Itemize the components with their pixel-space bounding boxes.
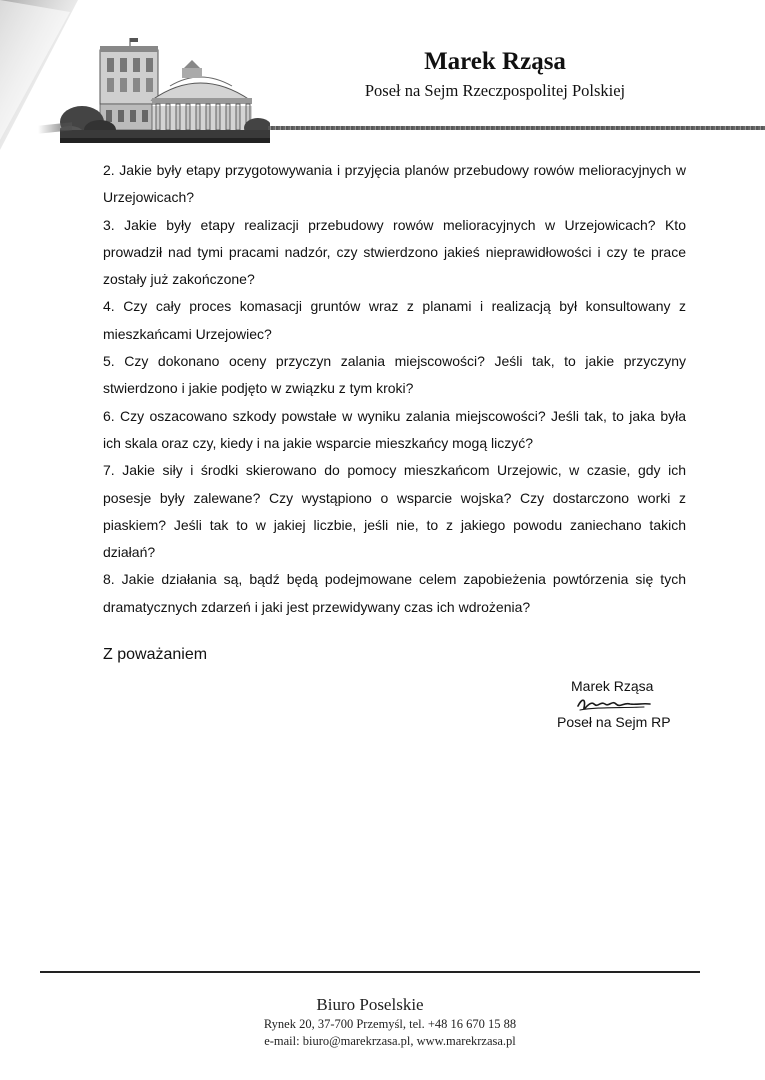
question-5: 5. Czy dokonano oceny przyczyn zalania miejscowości? Jeśli tak, to jakie przyczyny stwierdzono i jakie podjęto w związku z tym kroki?	[103, 353, 686, 397]
handwritten-signature	[572, 692, 652, 716]
footer-office-title: Biuro Poselskie	[316, 995, 424, 1014]
letter-body	[103, 157, 686, 621]
question-7: 7. Jakie siły i środki skierowano do pomocy mieszkańcom Urzejowic, w czasie, gdy ich posesje były zalewane? Czy wystąpiono o wsparcie wojska? Czy dostarczono worki z piaskiem? Jeśli tak to w jakiej liczbie, jeśli nie, to z jakiego powodu zaniechano takich działań?	[103, 462, 686, 561]
closing-salutation: Z poważaniem	[103, 646, 208, 663]
question-3: 3. Jakie były etapy realizacji przebudowy rowów melioracyjnych w Urzejowicach? Kto prowadził nad tymi pracami nadzór, czy stwierdzono jakieś nieprawidłowości i czy te prace zostały już zakończone?	[103, 216, 686, 288]
author-name: Marek Rząsa	[424, 48, 566, 75]
author-title: Poseł na Sejm Rzeczpospolitej Polskiej	[364, 81, 626, 100]
question-2: 2. Jakie były etapy przygotowywania i przyjęcia planów przebudowy rowów melioracyjnych w Urzejowicach?	[103, 162, 686, 206]
footer-address: Rynek 20, 37-700 Przemyśl, tel. +48 16 670 15 88	[263, 1017, 517, 1031]
signer-role: Poseł na Sejm RP	[557, 714, 671, 730]
question-8: 8. Jakie działania są, bądź będą podejmowane celem zapobieżenia powtórzenia się tych dramatycznych zdarzeń i jaki jest przewidywany czas ich wdrożenia?	[103, 571, 686, 615]
footer-rule	[40, 971, 700, 973]
sejm-building-icon	[60, 38, 270, 143]
header-rule	[268, 126, 765, 130]
question-6: 6. Czy oszacowano szkody powstałe w wyniku zalania miejscowości? Jeśli tak, to jaka była ich skala oraz czy, kiedy i na jakie wsparcie mieszkańcy mogą liczyć?	[103, 407, 686, 451]
footer-contact: e-mail: biuro@marekrzasa.pl, www.marekrzasa.pl	[264, 1034, 516, 1048]
question-4: 4. Czy cały proces komasacji gruntów wraz z planami i realizacją był konsultowany z mieszkańcami Urzejowiec?	[103, 298, 686, 342]
signer-name: Marek Rząsa	[571, 678, 654, 694]
